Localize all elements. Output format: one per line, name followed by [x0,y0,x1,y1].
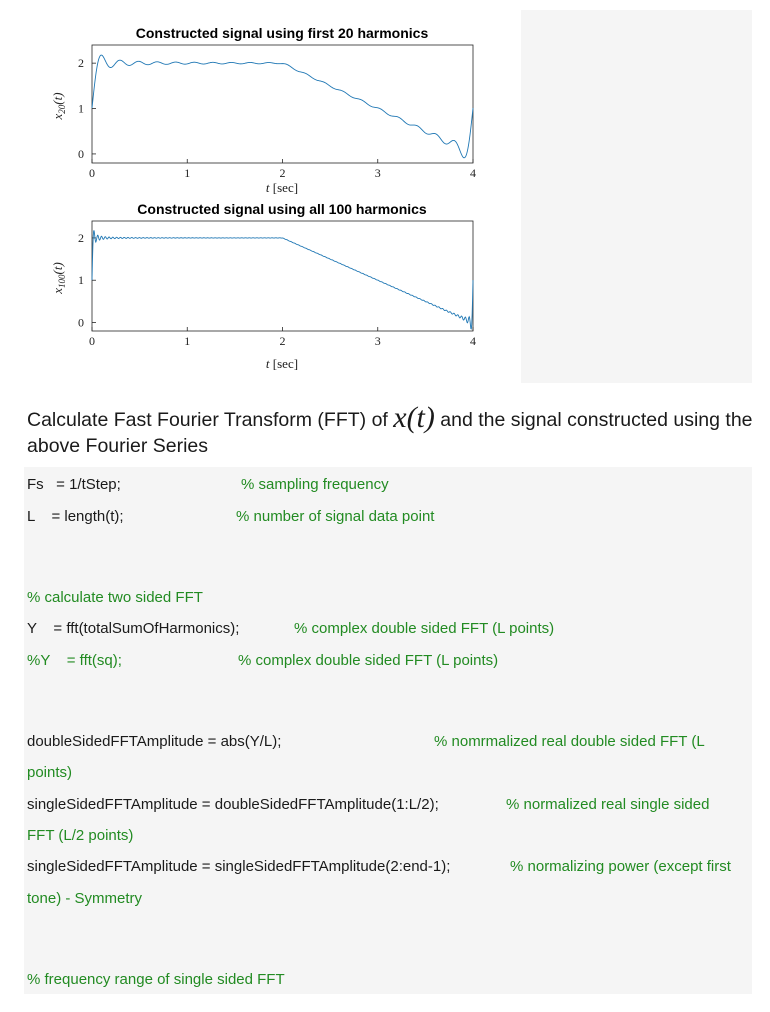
x-tick-label: 0 [89,334,95,348]
plot1-xlabel: t [sec] [265,180,299,195]
x-tick-label: 1 [184,334,191,348]
x-tick-label: 2 [279,334,286,348]
comment-single-sided: % normalized real single sided [506,796,710,813]
x-tick-label: 2 [279,166,286,180]
plot1-axes-box [92,45,473,163]
plot2-xlabel: t [sec] [265,356,299,371]
heading-prefix: Calculate Fast Fourier Transform (FFT) of [27,409,394,431]
plot2-title: Constructed signal using all 100 harmonics [137,201,427,217]
code-line-y: Y = fft(totalSumOfHarmonics); % complex double sided FFT (L points) [27,620,555,637]
comment-normalizing-wrap: tone) - Symmetry [27,890,143,907]
comment-single-sided-wrap: FFT (L/2 points) [27,827,134,844]
y-tick-label: 2 [78,56,84,71]
comment-y: % complex double sided FFT (L points) [294,620,555,637]
code-line-single-sided: singleSidedFFTAmplitude = doubleSidedFFTAmplitude(1:L/2); % normalized real single sided [27,796,710,813]
comment-fs: % sampling frequency [241,476,389,493]
heading-math: x(t) [393,401,435,434]
code-line-double-sided: doubleSidedFFTAmplitude = abs(Y/L); % nomrmalized real double sided FFT (L [27,733,705,750]
comment-two-sided-fft: % calculate two sided FFT [27,589,203,606]
plot-100-harmonics [30,196,500,376]
x-tick-label: 0 [89,166,95,180]
comment-l: % number of signal data point [236,508,435,525]
x-tick-label: 1 [184,166,191,180]
y-tick-label: 1 [78,101,84,116]
x-tick-label: 4 [470,334,476,348]
plot2-axes-box [92,221,473,331]
figure-side-panel [521,10,752,383]
comment-frequency-range: % frequency range of single sided FFT [27,971,285,988]
comment-double-sided: % nomrmalized real double sided FFT (L [434,733,705,750]
y-tick-label: 2 [78,230,84,245]
x-tick-label: 3 [374,166,381,180]
x-tick-label: 3 [374,334,381,348]
code-line-y-commented: %Y = fft(sq); % complex double sided FFT (L points) [27,652,499,669]
plot1-ylabel: $x_{20}(t)$ [50,92,67,120]
plot2-ylabel: $x_{100}(t)$ [50,262,67,294]
section-heading [27,401,757,459]
heading-suffix: and the signal constructed using the above Fourier Series [27,409,753,457]
code-line-fs: Fs = 1/tStep; % sampling frequency [27,476,389,493]
comment-normalizing: % normalizing power (except first [510,858,731,875]
code-line-l: L = length(t); % number of signal data point [27,508,435,525]
y-tick-label: 1 [78,273,84,288]
y-tick-label: 0 [78,146,84,161]
comment-double-sided-wrap: points) [27,764,73,781]
x-tick-label: 4 [470,166,476,180]
code-block [24,467,752,994]
plot1-title: Constructed signal using first 20 harmonics [135,25,429,41]
plot-20-harmonics [30,20,500,200]
y-tick-label: 0 [78,315,84,330]
code-line-normalizing: singleSidedFFTAmplitude = singleSidedFFTAmplitude(2:end-1); % normalizing power (except first [27,858,731,875]
